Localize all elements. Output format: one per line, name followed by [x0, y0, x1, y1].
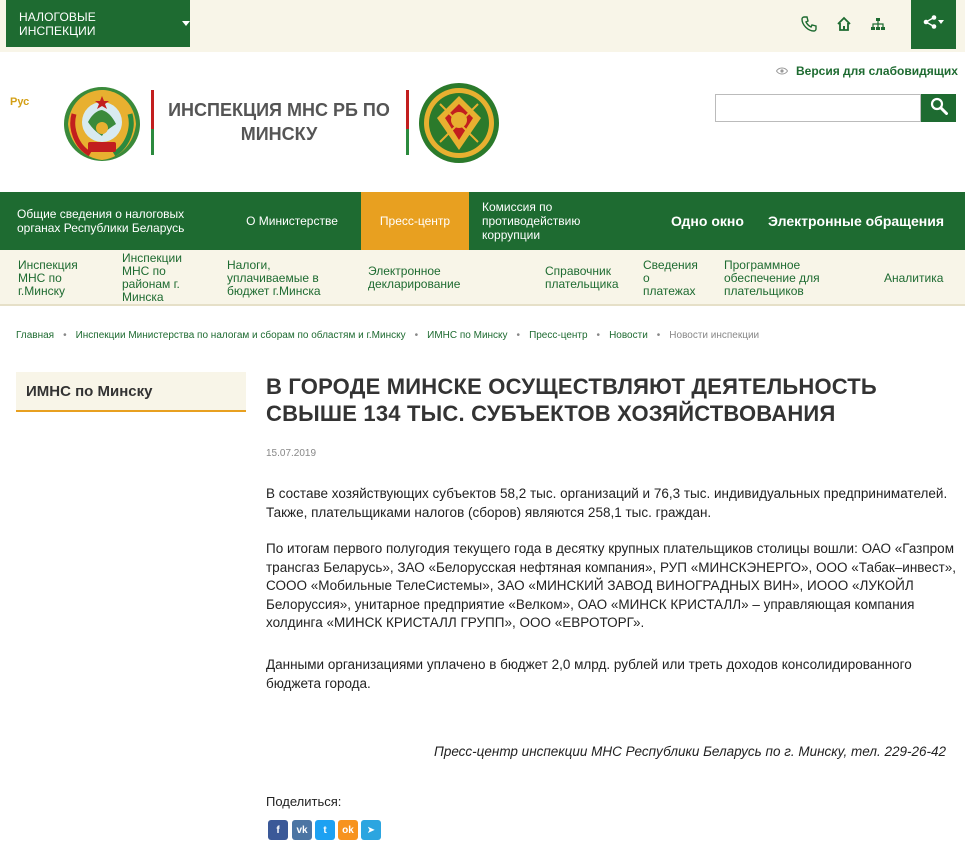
nav-item-label: Пресс-центр [379, 214, 451, 228]
share-icon [923, 15, 945, 34]
subnav-item-payer-handbook[interactable] [545, 250, 625, 306]
breadcrumb-link[interactable]: ИМНС по Минску [427, 330, 508, 341]
nav-item-label: Комиссия по противодействию коррупции [482, 200, 581, 242]
article-title: В ГОРОДЕ МИНСКЕ ОСУЩЕСТВЛЯЮТ ДЕЯТЕЛЬНОСТЬ СВЫШЕ 134 ТЫС. СУБЪЕКТОВ ХОЗЯЙСТВОВАНИЯ [266, 374, 877, 426]
breadcrumb-link[interactable]: Пресс-центр [529, 330, 588, 341]
facebook-icon[interactable] [268, 820, 288, 840]
breadcrumb-link[interactable]: Инспекции Министерства по налогам и сборам по областям и г.Минску [75, 330, 406, 341]
subnav-item-label: Справочник плательщика [545, 264, 619, 291]
language-switch[interactable]: Рус [10, 96, 30, 108]
breadcrumb-separator: • [596, 330, 601, 341]
nav-item-label: Одно окно [671, 213, 744, 229]
nav-item-anti-corruption[interactable] [482, 192, 612, 250]
breadcrumb-separator: • [63, 330, 67, 341]
nav-item-one-window[interactable] [671, 192, 751, 250]
ministry-emblem-logo [418, 82, 500, 164]
breadcrumb-link[interactable]: Новости [609, 330, 648, 341]
telegram-glyph: ➤ [366, 824, 376, 836]
article-signature: Пресс-центр инспекции МНС Республики Беларусь по г. Минску, тел. 229-26-42 [434, 744, 946, 759]
subnav-item-label: Электронное декларирование [368, 264, 461, 291]
subnav-item-label: Инспекция МНС по г.Минску [18, 257, 78, 298]
subnav-item-label: Налоги, уплачиваемые в бюджет г.Минска [227, 257, 321, 298]
share-label: Поделиться: [266, 794, 342, 809]
low-vision-label: Версия для слабовидящих [796, 64, 958, 78]
share-menu-button[interactable] [911, 0, 956, 49]
nav-item-electronic-appeals[interactable] [768, 192, 948, 250]
telegram-icon[interactable] [361, 820, 381, 840]
sitemap-icon[interactable] [868, 14, 888, 34]
article-paragraph: Данными организациями уплачено в бюджет 2,0 млрд. рублей или треть доходов консолидированного бюджета города. [266, 657, 912, 691]
breadcrumb-separator: • [414, 330, 419, 341]
nav-item-label: Общие сведения о налоговых органах Республики Беларусь [17, 207, 185, 235]
vk-icon[interactable] [292, 820, 312, 840]
header-divider [406, 90, 409, 155]
search-icon [930, 97, 948, 120]
nav-item-about-ministry[interactable] [223, 192, 361, 250]
breadcrumb-current: Новости инспекции [669, 330, 760, 341]
vk-glyph: vk [296, 824, 308, 836]
nav-item-general-info[interactable] [17, 192, 222, 250]
phone-icon[interactable] [799, 14, 819, 34]
subnav-item-label: Инспекции МНС по районам г. Минска [122, 251, 182, 304]
sub-navigation [0, 250, 965, 306]
sidebar-section-title[interactable] [16, 372, 246, 412]
top-bar [0, 0, 965, 52]
nav-item-label: Электронные обращения [768, 213, 944, 229]
article-paragraph: В составе хозяйствующих субъектов 58,2 тыс. организаций и 76,3 тыс. индивидуальных предпринимателей. Также, плательщиками налогов (сборов) являются 258,1 тыс. граждан. [266, 486, 948, 520]
article-paragraph: По итогам первого полугодия текущего года в десятку крупных плательщиков столицы вошли: ОАО «Газпром трансгаз Беларусь», ЗАО «Белорусская нефтяная компания», РУП «МИНСКЭНЕРГО», ООО «Табак–инвест», СООО «Мобильные ТелеСистемы», ЗАО «МИНСКИЙ ЗАВОД ВИНОГРАДНЫХ ВИН», ИООО «ЛУКОЙЛ Белоруссия», унитарное предприятие «Велком», ОАО «МИНСК КРИСТАЛЛ» – управляющая компания холдинга «МИНСК КРИСТАЛЛ ГРУПП», ООО «ЕВРОТОРГ». [266, 541, 957, 630]
tax-inspections-dropdown[interactable] [6, 0, 190, 47]
chevron-down-icon [182, 21, 190, 26]
organization-title: ИНСПЕКЦИЯ МНС РБ ПО МИНСКУ [168, 100, 390, 144]
main-navigation [0, 192, 965, 250]
subnav-item-payment-info[interactable] [643, 250, 701, 306]
breadcrumb-separator: • [656, 330, 661, 341]
search-button[interactable] [921, 94, 956, 122]
home-icon[interactable] [834, 14, 854, 34]
subnav-item-label: Программное обеспечение для плательщиков [724, 257, 820, 298]
subnav-item-taxes-budget[interactable] [227, 250, 347, 306]
subnav-item-inspection-minsk[interactable] [18, 250, 108, 306]
subnav-item-analytics[interactable] [884, 250, 954, 306]
eye-icon [776, 64, 788, 78]
sidebar-title-label: ИМНС по Минску [26, 382, 153, 400]
header-divider [151, 90, 154, 155]
belarus-coat-of-arms-logo[interactable] [60, 84, 144, 164]
article-date: 15.07.2019 [266, 448, 317, 459]
odnoklassniki-glyph: ok [342, 824, 354, 836]
subnav-item-label: Аналитика [884, 270, 944, 285]
low-vision-version-link[interactable] [776, 64, 958, 78]
subnav-item-e-declaration[interactable] [368, 250, 478, 306]
subnav-item-software[interactable] [724, 250, 834, 306]
nav-item-label: О Министерстве [246, 214, 338, 228]
twitter-glyph: t [323, 824, 327, 836]
subnav-item-label: Сведения о платежах [643, 257, 698, 298]
tax-inspections-label: НАЛОГОВЫЕ ИНСПЕКЦИИ [19, 9, 96, 38]
search-input[interactable] [715, 94, 921, 122]
odnoklassniki-icon[interactable] [338, 820, 358, 840]
nav-item-press-center[interactable] [361, 192, 469, 250]
breadcrumb [16, 330, 759, 341]
breadcrumb-separator: • [516, 330, 521, 341]
breadcrumb-link[interactable]: Главная [16, 330, 55, 341]
subnav-item-district-inspections[interactable] [122, 250, 202, 306]
twitter-icon[interactable] [315, 820, 335, 840]
facebook-glyph: f [276, 824, 280, 836]
